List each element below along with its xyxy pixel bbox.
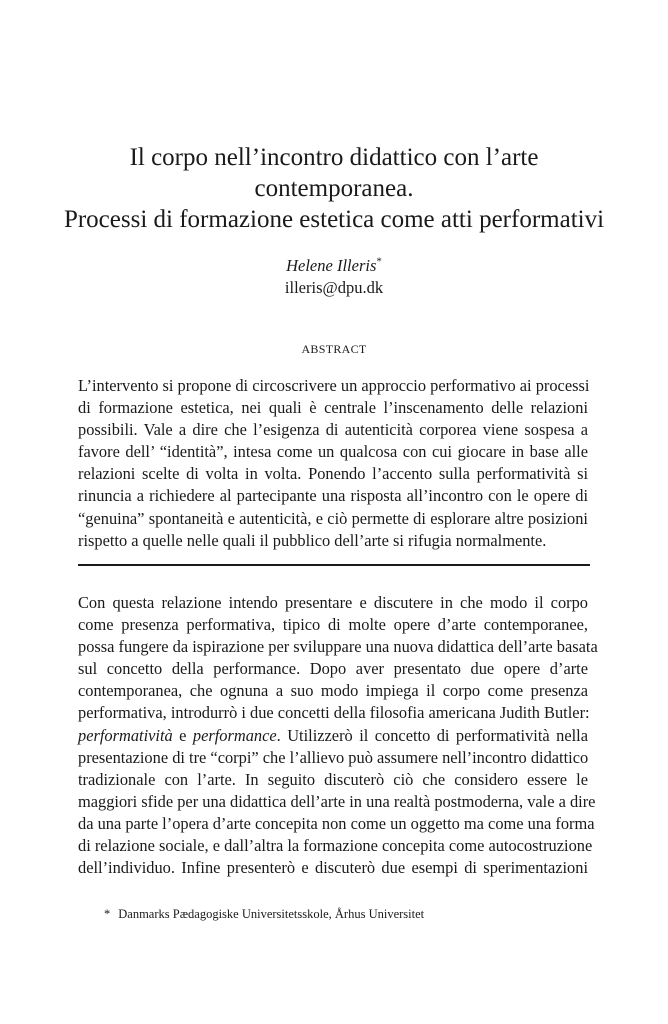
title-line-2: contemporanea. bbox=[254, 175, 414, 202]
title-line-1: Il corpo nell’incontro didattico con l’arte bbox=[129, 144, 539, 171]
abstract-line: “genuina” spontaneità e autenticità, e ciò permette di esplorare altre posizioni bbox=[78, 508, 588, 528]
paper-title bbox=[40, 142, 628, 235]
footnote-mark: * bbox=[104, 907, 111, 921]
body-line: dell’individuo. Infine presenterò e discuterò due esempi di sperimentazioni bbox=[78, 858, 588, 878]
term-performativity: performatività bbox=[78, 725, 173, 745]
body-line: come presenza performativa, tipico di molte opere d’arte contemporanee, bbox=[78, 615, 588, 635]
footnote-text: Danmarks Pædagogiske Universitetsskole, Århus Universitet bbox=[118, 907, 425, 921]
term-performance: performance bbox=[192, 725, 277, 745]
abstract-line: L’intervento si propone di circoscrivere un approccio performativo ai processi bbox=[78, 376, 590, 395]
section-divider bbox=[78, 564, 590, 566]
body-line: sul concetto della performance. Dopo aver presentato due opere d’arte bbox=[78, 659, 588, 679]
body-line: possa fungere da ispirazione per sviluppare una nuova didattica dell’arte basata bbox=[78, 637, 598, 657]
body-line: Con questa relazione intendo presentare e discutere in che modo il corpo bbox=[78, 593, 588, 612]
term-line-rest: . Utilizzerò il concetto di performatività nella bbox=[276, 725, 588, 745]
abstract-line: favore dell’ “identità”, intesa come un qualcosa con cui giocare in base alle bbox=[78, 442, 588, 462]
body-line: contemporanea, che ognuna a suo modo impiega il corpo come presenza bbox=[78, 681, 588, 701]
body-line: tradizionale con l’arte. In seguito discuterò ciò che considero essere le bbox=[78, 769, 588, 789]
author-name: Helene Illeris bbox=[286, 256, 377, 275]
abstract-line: possibili. Vale a dire che l’esigenza di autenticità corporea viene sospesa a bbox=[78, 420, 588, 440]
author-footnote-mark: * bbox=[376, 255, 382, 268]
term-conjunction: e bbox=[172, 725, 193, 745]
abstract-line: rinuncia a richiedere al partecipante una risposta all’incontro con le opere di bbox=[78, 486, 588, 506]
body-line: performativa, introdurrò i due concetti della filosofia americana Judith Butler: bbox=[78, 703, 590, 723]
body-line-italic-terms bbox=[78, 725, 588, 747]
abstract-heading: ABSTRACT bbox=[301, 342, 367, 356]
abstract-line: relazioni scelte di volta in volta. Ponendo l’accento sulla performatività si bbox=[78, 464, 588, 484]
body-line: presentazione di tre “corpi” che l’allievo può assumere nell’incontro didattico bbox=[78, 747, 589, 767]
author-block bbox=[0, 255, 668, 299]
body-line: di relazione sociale, e dall’altra la formazione concepita come autocostruzione bbox=[78, 836, 593, 856]
author-email: illeris@dpu.dk bbox=[284, 278, 384, 297]
footnote bbox=[104, 906, 424, 922]
body-text bbox=[78, 592, 598, 879]
body-line: maggiori sfide per una didattica dell’arte in una realtà postmoderna, vale a dire bbox=[78, 791, 596, 811]
abstract-text bbox=[78, 375, 588, 552]
abstract-line: rispetto a quelle nelle quali il pubblico dell’arte si rifugia normalmente. bbox=[78, 530, 547, 550]
body-line: da una parte l’opera d’arte concepita non come un oggetto ma come una forma bbox=[78, 813, 595, 833]
title-line-3: Processi di formazione estetica come atti performativi bbox=[63, 206, 605, 233]
abstract-line: di formazione estetica, nei quali è centrale l’inscenamento delle relazioni bbox=[78, 398, 588, 418]
